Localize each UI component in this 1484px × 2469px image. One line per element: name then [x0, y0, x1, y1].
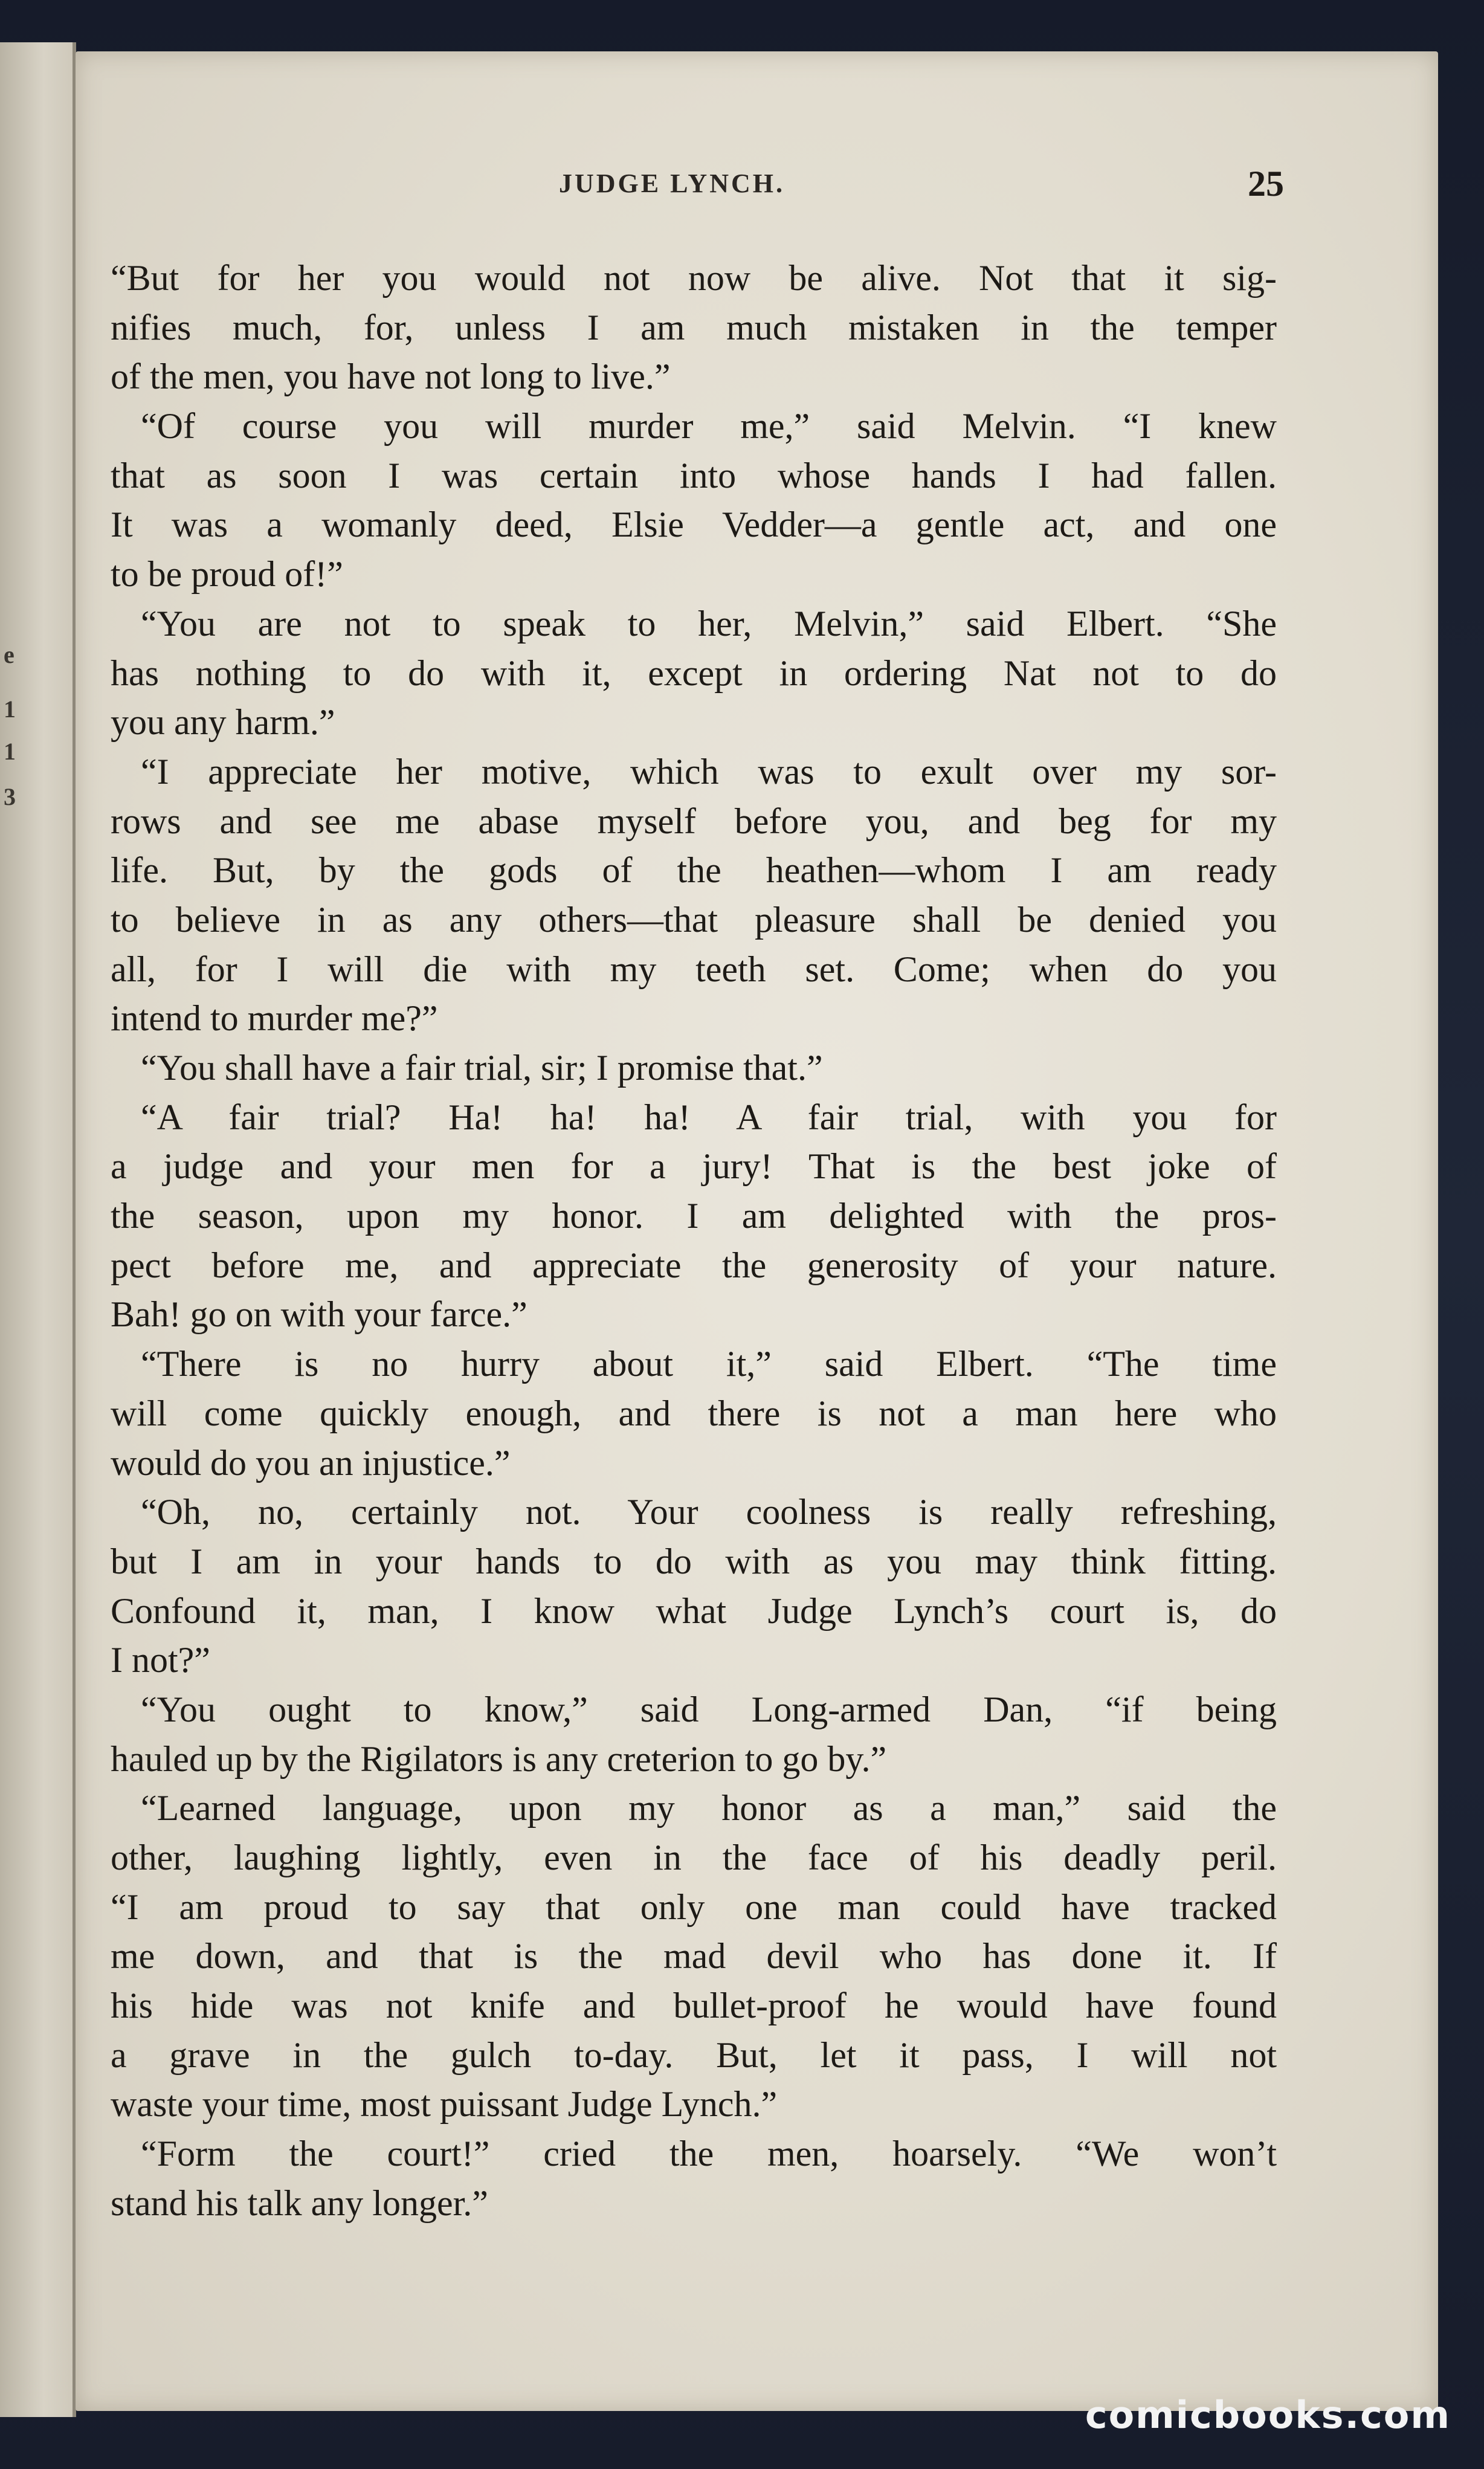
text-line: “You ought to know,” said Long-armed Dan, “if being — [141, 1689, 1277, 1729]
text-line: “Of course you will murder me,” said Melvin. “I knew — [141, 406, 1277, 447]
text-line: “Oh, no, certainly not. Your coolness is really refreshing, — [141, 1492, 1277, 1532]
text-line: “You shall have a fair trial, sir; I promise that.” — [141, 1048, 823, 1088]
text-line: stand his talk any longer.” — [111, 2183, 488, 2223]
text-line: all, for I will die with my teeth set. Come; when do you — [111, 949, 1277, 989]
text-line: hauled up by the Rigilators is any creterion to go by.” — [111, 1738, 887, 1779]
bleed-char: 1 — [4, 696, 16, 723]
text-line: “Learned language, upon my honor as a man,” said the — [141, 1788, 1277, 1828]
text-line: “I appreciate her motive, which was to exult over my sor- — [141, 751, 1277, 792]
text-line: “Form the court!” cried the men, hoarsely. “We won’t — [141, 2134, 1277, 2174]
text-line: his hide was not knife and bullet-proof he would have found — [111, 1986, 1277, 2026]
text-line: life. But, by the gods of the heathen—whom I am ready — [111, 850, 1277, 891]
text-line: intend to murder me?” — [111, 998, 438, 1039]
text-line: that as soon I was certain into whose hands I had fallen. — [111, 455, 1277, 495]
text-line: “You are not to speak to her, Melvin,” said Elbert. “She — [141, 603, 1277, 644]
text-line: to be proud of!” — [111, 554, 343, 595]
text-line: you any harm.” — [111, 702, 335, 743]
facing-page-edge — [0, 42, 76, 2417]
bleed-char: 1 — [4, 738, 16, 765]
text-line: has nothing to do with it, except in ordering Nat not to do — [111, 653, 1277, 693]
page-body-text — [111, 254, 1277, 2229]
text-line: to believe in as any others—that pleasure shall be denied you — [111, 899, 1277, 940]
text-line: “A fair trial? Ha! ha! ha! A fair trial, with you for — [141, 1097, 1277, 1137]
text-line: waste your time, most puissant Judge Lynch.” — [111, 2084, 778, 2125]
site-watermark: comicbooks.com — [1085, 2393, 1451, 2437]
text-line: me down, and that is the mad devil who has done it. If — [111, 1936, 1277, 1977]
text-line: Bah! go on with your farce.” — [111, 1294, 527, 1335]
text-line: a grave in the gulch to-day. But, let it pass, I will not — [111, 2035, 1277, 2075]
text-line: a judge and your men for a jury! That is the best joke of — [111, 1146, 1277, 1187]
text-line: other, laughing lightly, even in the face of his deadly peril. — [111, 1838, 1277, 1877]
text-line: rows and see me abase myself before you, and beg for my — [111, 801, 1277, 841]
text-line: nifies much, for, unless I am much mistaken in the temper — [111, 307, 1277, 347]
text-line: of the men, you have not long to live.” — [111, 357, 671, 397]
text-line: the season, upon my honor. I am delighted with the pros- — [111, 1196, 1277, 1236]
bleed-char: 3 — [4, 783, 16, 810]
bleed-char: e — [4, 641, 15, 668]
text-line: “I am proud to say that only one man could have tracked — [111, 1886, 1277, 1927]
text-line: pect before me, and appreciate the generosity of your nature. — [111, 1245, 1277, 1285]
running-header — [76, 163, 1284, 205]
text-line: “There is no hurry about it,” said Elbert. “The time — [141, 1344, 1277, 1384]
text-line: will come quickly enough, and there is not a man here who — [111, 1393, 1277, 1433]
text-line: but I am in your hands to do with as you may think fitting. — [111, 1541, 1277, 1581]
text-line: It was a womanly deed, Elsie Vedder—a gentle act, and one — [111, 505, 1277, 545]
text-line: would do you an injustice.” — [111, 1442, 511, 1483]
page-number: 25 — [1248, 164, 1284, 204]
running-title: JUDGE LYNCH. — [559, 169, 785, 198]
text-line: I not?” — [111, 1640, 210, 1680]
text-line: Confound it, man, I know what Judge Lynch’s court is, do — [111, 1590, 1277, 1631]
text-line: “But for her you would not now be alive. Not that it sig- — [111, 258, 1277, 298]
